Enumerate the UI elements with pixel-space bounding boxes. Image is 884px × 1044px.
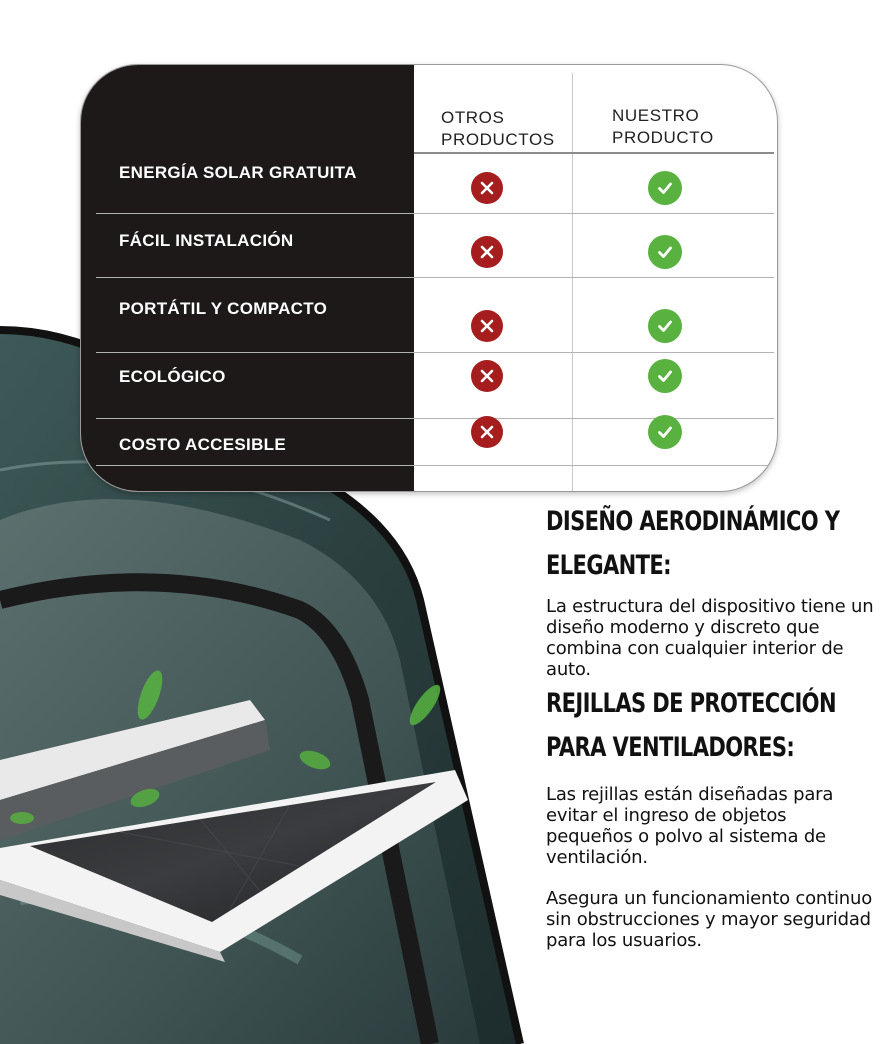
section-text-continuous: Asegura un funcionamiento continuo sin obstrucciones y mayor seguridad para los usuarios. [546,888,873,951]
check-icon [648,415,682,449]
check-icon [648,309,682,343]
cross-icon [471,236,503,268]
row-label-affordable: COSTO ACCESIBLE [119,435,286,454]
section-text-grilles: Las rejillas están diseñadas para evitar el ingreso de objetos pequeños o polvo al sistema de ventilación. [546,784,834,868]
comparison-table [80,64,778,492]
cross-icon [471,172,503,204]
row-label-portable: PORTÁTIL Y COMPACTO [119,299,328,318]
check-icon [648,359,682,393]
section-heading-aerodynamic: DISEÑO AERODINÁMICO Y ELEGANTE: [546,506,840,581]
row-label-easy-install: FÁCIL INSTALACIÓN [119,231,294,250]
cross-icon [471,416,503,448]
row-divider [96,352,774,353]
features-column [81,65,414,491]
column-divider [572,73,573,491]
check-icon [648,171,682,205]
feature-descriptions [546,500,876,951]
row-label-ecological: ECOLÓGICO [119,367,226,386]
header-divider [414,152,774,154]
header-others-products: OTROS PRODUCTOS [441,108,555,149]
cross-icon [471,310,503,342]
row-divider [96,277,774,278]
row-label-solar-energy: ENERGÍA SOLAR GRATUITA [119,163,357,182]
row-divider [96,465,774,466]
cross-icon [471,360,503,392]
row-divider [96,213,774,214]
check-icon [648,235,682,269]
section-text-aerodynamic: La estructura del dispositivo tiene un diseño moderno y discreto que combina con cualquier interior de auto. [546,596,874,680]
section-heading-grilles: REJILLAS DE PROTECCIÓN PARA VENTILADORES: [546,688,836,763]
header-our-product: NUESTRO PRODUCTO [612,106,714,147]
